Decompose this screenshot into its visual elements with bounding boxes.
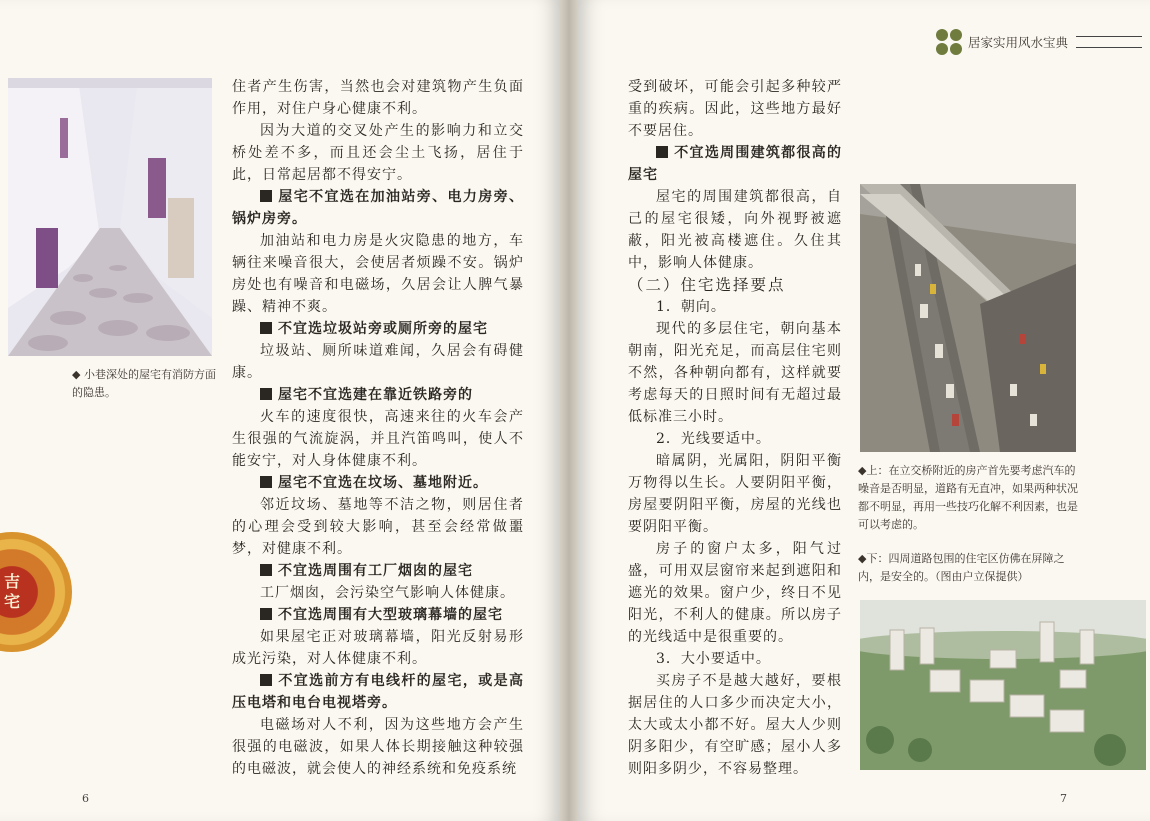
body-paragraph: 1．朝向。 [656, 299, 726, 315]
section-heading [628, 142, 842, 186]
bullet-square-icon [260, 674, 272, 686]
body-paragraph-continued: 住者产生伤害，当然也会对建筑物产生负面作用，对住户身心健康不利。 [232, 79, 524, 117]
section-heading [232, 472, 524, 494]
bullet-square-icon [260, 476, 272, 488]
page-number-right: 7 [1060, 792, 1067, 805]
body-paragraph: 2．光线要适中。 [656, 431, 771, 447]
bullet-square-icon [260, 322, 272, 334]
alley-photo [8, 78, 212, 356]
body-paragraph: 买房子不是越大越好，要根据居住的人口多少而决定大小，太大或太小都不好。屋大人少则阴多阳少，有空旷感；屋小人多则阳多阴少，不容易整理。 [628, 673, 842, 777]
section-heading-text: 不宜选垃圾站旁或厕所旁的屋宅 [278, 321, 488, 337]
bullet-square-icon [260, 190, 272, 202]
caption-bottom: ◆下：四周道路包围的住宅区仿佛在屏障之内，是安全的。（图由户立保提供） [858, 552, 1065, 583]
body-paragraph-continued: 受到破坏，可能会引起多种较严重的疾病。因此，这些地方最好不要居住。 [628, 79, 842, 139]
subsection-title: （二）住宅选择要点 [628, 276, 786, 294]
section-heading-text: 不宜选周围建筑都很高的屋宅 [628, 145, 842, 183]
section-heading [232, 604, 524, 626]
body-paragraph: 电磁场对人不利，因为这些地方会产生很强的电磁波，如果人体长期接触这种较强的电磁波，就会使人的神经系统和免疫系统 [232, 717, 524, 777]
header-title: 居家实用风水宝典 [967, 35, 1068, 50]
body-paragraph: 现代的多层住宅，朝向基本朝南，阳光充足，而高层住宅则不然，各种朝向都有，这样就要考虑每天的日照时间有无超过最低标准三小时。 [628, 321, 842, 425]
body-paragraph: 火车的速度很快，高速来往的火车会产生很强的气流旋涡，并且汽笛鸣叫，使人不能安宁，对人身体健康不利。 [232, 409, 524, 469]
bullet-square-icon [260, 608, 272, 620]
running-header [936, 30, 1142, 54]
photo-caption: ◆ 小巷深处的屋宅有消防方面的隐患。 [72, 368, 216, 399]
clover-icon [936, 29, 962, 55]
section-heading-text: 屋宅不宜选建在靠近铁路旁的 [278, 387, 473, 403]
body-paragraph: 加油站和电力房是火灾隐患的地方，车辆往来噪音很大，会使居者烦躁不安。锅炉房处也有噪音和电磁场，久居会让人脾气暴躁、精神不爽。 [232, 233, 524, 315]
section-heading [232, 560, 524, 582]
bullet-square-icon [260, 564, 272, 576]
body-paragraph: 垃圾站、厕所味道难闻，久居会有碍健康。 [232, 343, 524, 381]
seal-emblem [0, 532, 72, 652]
body-paragraph: 如果屋宅正对玻璃幕墙，阳光反射易形成光污染，对人体健康不利。 [232, 629, 524, 667]
section-heading [232, 670, 524, 714]
seal-text: 吉宅 [4, 572, 21, 611]
body-paragraph: 因为大道的交叉处产生的影响力和立交桥处差不多，而且还会尘土飞扬，居住于此，日常起居都不得安宁。 [232, 123, 524, 183]
right-text-column [628, 76, 842, 780]
body-paragraph: 3．大小要适中。 [656, 651, 771, 667]
bullet-square-icon [260, 388, 272, 400]
section-heading [232, 384, 524, 406]
bullet-square-icon [656, 146, 668, 158]
section-heading-text: 不宜选周围有工厂烟囱的屋宅 [278, 563, 473, 579]
left-page [0, 0, 560, 821]
header-rule [1076, 36, 1142, 48]
body-paragraph: 暗属阴，光属阳，阴阳平衡万物得以生长。人要阴阳平衡，房屋要阴阳平衡，房屋的光线也要阴阳平衡。 [628, 453, 842, 535]
book-gutter [560, 0, 578, 821]
section-heading-text: 不宜选前方有电线杆的屋宅，或是高压电塔和电台电视塔旁。 [232, 673, 524, 711]
body-paragraph: 邻近坟场、墓地等不洁之物，则居住者的心理会受到较大影响，甚至会经常做噩梦，对健康不利。 [232, 497, 524, 557]
body-paragraph: 工厂烟囱，会污染空气影响人体健康。 [260, 585, 515, 601]
section-heading-text: 不宜选周围有大型玻璃幕墙的屋宅 [278, 607, 503, 623]
section-heading-text: 屋宅不宜选在坟场、墓地附近。 [278, 475, 488, 491]
right-page [578, 0, 1150, 821]
body-paragraph: 房子的窗户太多，阳气过盛，可用双层窗帘来起到遮阳和遮光的效果。窗户少，终日不见阳光，不利人的健康。所以房子的光线适中是很重要的。 [628, 541, 842, 645]
body-paragraph: 屋宅的周围建筑都很高，自己的屋宅很矮，向外视野被遮蔽，阳光被高楼遮住。久住其中，影响人体健康。 [628, 189, 842, 271]
residential-photo [860, 600, 1146, 770]
section-heading-text: 屋宅不宜选在加油站旁、电力房旁、锅炉房旁。 [232, 189, 524, 227]
section-heading [232, 186, 524, 230]
caption-top: ◆上：在立交桥附近的房产首先要考虑汽车的噪音是否明显，道路有无直冲，如果两种状况都不明显，再用一些技巧化解不利因素，也是可以考虑的。 [858, 464, 1078, 531]
overpass-photo [860, 184, 1076, 452]
section-heading [232, 318, 524, 340]
left-text-column [232, 76, 524, 780]
page-number-left: 6 [82, 792, 89, 805]
